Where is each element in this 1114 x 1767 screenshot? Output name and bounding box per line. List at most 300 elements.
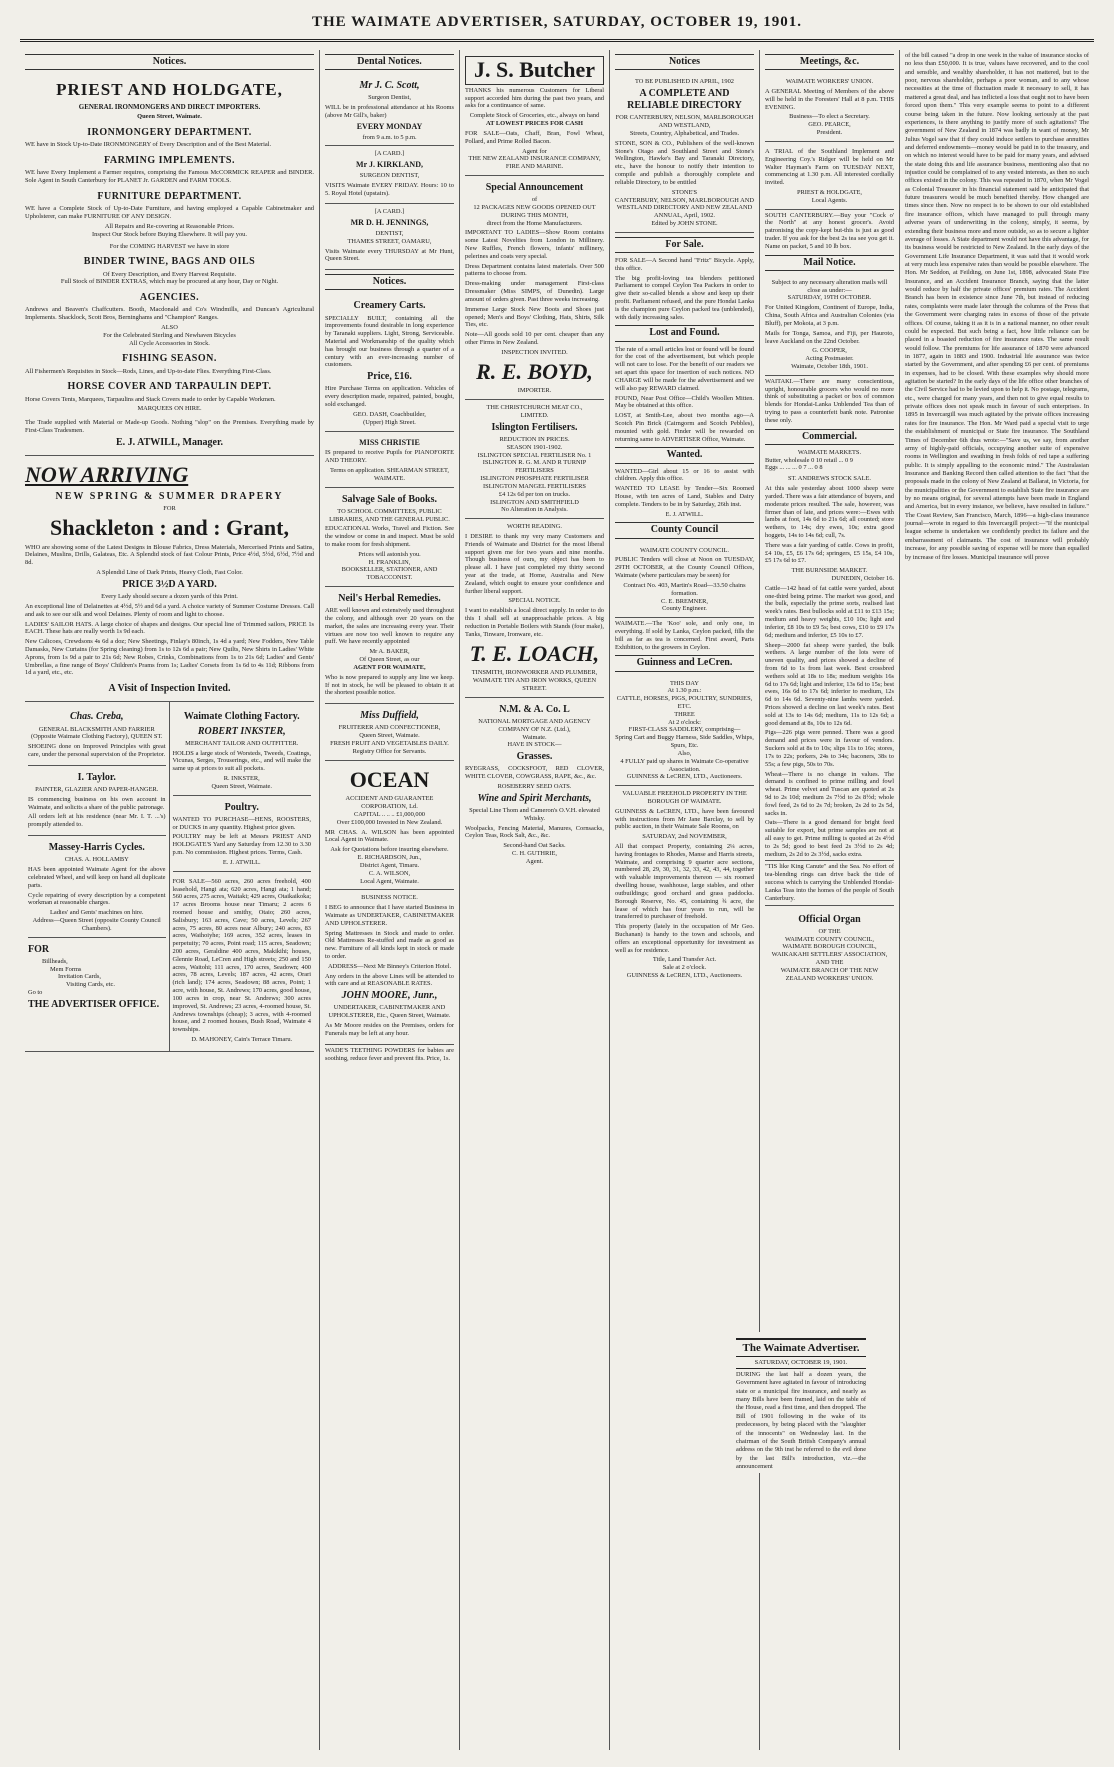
taylor-text-2: All orders left at his residence (near Mr. I. T. ...'s) promptly attended to.: [28, 813, 166, 829]
loach-address: WAIMATE TIN AND IRON WORKS, QUEEN STREET.: [472, 677, 597, 692]
duffield-text-2: Registry Office for Servants.: [352, 747, 427, 755]
christie-text: IS prepared to receive Pupils for PIANOFORTE AND THEORY.: [325, 449, 454, 465]
worth-text: I DESIRE to thank my very many Customers and Friends of Waimate and District for the most liberal support given me for two years and nine months. Though business of ours, my object has been to please all. I have just completed my thirty second year at the trade, at Home, Australia and New Zealand, which ought to ensure your confidence and further liberal support.: [465, 532, 604, 595]
guthrie-name: C. H. GUTHRIE,: [512, 850, 557, 858]
holl-address: Address—Queen Street (opposite County Council Chambers).: [32, 916, 161, 932]
ocean-sub: ACCIDENT AND GUARANTEE CORPORATION, Ld.: [345, 795, 434, 811]
go-to: Go to: [28, 989, 43, 997]
moore-text: As Mr Moore resides on the Premises, orders for Funerals may be left at any hour.: [325, 1022, 454, 1037]
loach-title: T. E. LOACH,: [469, 640, 600, 666]
sailor-hats: LADIES' SAILOR HATS. A large choice of shapes and designs. Our special line of Trimmed sailors, PRICE 1s EACH. These hats are really worth 1s 9d each.: [25, 620, 314, 636]
butcher-text: THANKS his numerous Customers for Liberal support accorded him during the past two years, and asks for a continuance of same.: [465, 86, 604, 110]
shackleton-title: Shackleton : and : Grant,: [50, 514, 289, 540]
bremner-name: C. E. BREMNER,: [660, 597, 709, 605]
duffield-text: FRESH FRUIT AND VEGETABLES DAILY.: [330, 739, 449, 747]
jennings-title: MR D. H. JENNINGS,: [350, 218, 429, 228]
county-text: PUBLIC Tenders will close at Noon on TUESDAY, 29TH OCTOBER, at the County Council Offices, Waimate (where particulars may be seen) for: [615, 556, 754, 580]
wine-text: Special Line Thom and Cameron's O.V.H. elevated Whisky.: [469, 807, 600, 822]
cooper-name: G. COOPER,: [812, 347, 847, 355]
directory-sub: FOR CANTERBURY, NELSON, MARLBOROUGH AND WESTLAND,: [615, 114, 754, 130]
smithfield: ISLINGTON AND SMITHFIELD: [490, 498, 579, 506]
mail-date: SATURDAY, 19TH OCTOBER.: [787, 294, 872, 302]
advertiser-office: THE ADVERTISER OFFICE.: [28, 998, 160, 1010]
freehold-ad: [615, 786, 754, 984]
jennings-address: THAMES STREET, OAMARU,: [347, 237, 432, 245]
baker-text: Who is now prepared to supply any line we keep. If not in stock, he will be pleased to obtain it at the shortest possible notice.: [325, 673, 454, 697]
boyd-title: R. E. BOYD,: [476, 358, 593, 384]
agencies-dept: AGENCIES.: [139, 292, 200, 304]
page-columns: [20, 50, 1094, 1750]
visiting-cards: Visiting Cards, etc.: [66, 981, 115, 989]
taylor-text: IS commencing business on his own account in Waimate, and solicits a share of the public patronage.: [28, 795, 166, 811]
county-ad: [615, 543, 754, 619]
business-text: I BEG to announce that I have started Business in Waimate as UNDERTAKER, CABINETMAKER AND UPHOLSTERER.: [325, 904, 454, 927]
wine-text-2: Woolpacks, Fencing Material, Manures, Cornsacks, Ceylon Teas, Rock Salt, &c., &c.: [465, 824, 604, 840]
shack-text-2: A Splendid Line of Dark Prints, Heavy Cloth, Fast Color.: [96, 569, 243, 577]
franklin-name: H. FRANKLIN,: [368, 558, 411, 566]
found-text: FOUND, Near Post Office—Child's Woollen Mitten. May be obtained at this office.: [615, 394, 754, 410]
islington-sub: REDUCTION IN PRICES.: [499, 436, 570, 444]
union-title: WAIMATE WORKERS' UNION.: [785, 78, 874, 86]
guinness-heading: Guinness and LeCren.: [615, 655, 754, 671]
shack-text: WHO are showing some of the Latest Designs in Blouse Fabrics, Dress Materials, Mercerised Prints and Satins, Delaines, Muslins, Drills, Galateas, Etc. A Splendid stock of fast Colour Prints, Price 4½d, 5½d, 6½d, 7½d and 8d.: [25, 543, 314, 567]
inkster-name: R. INKSTER,: [223, 775, 260, 783]
neil-title: Neil's Herbal Remedies.: [338, 593, 441, 604]
special-text-2: direct from the Home Manufacturers.: [486, 219, 583, 227]
official-organ-ad: [765, 908, 894, 987]
meat-limited: LIMITED.: [520, 412, 549, 420]
hollamby: CHAS. A. HOLLAMBY: [64, 856, 129, 864]
guinness-name: GUINNESS & LeCREN, LTD., Auctioneers.: [626, 773, 743, 781]
mahoney-sale-ad: [173, 872, 312, 1048]
organ-title: Official Organ: [798, 913, 861, 925]
stones-label: STONE'S: [671, 188, 698, 196]
iron-dept: IRONMONGERY DEPARTMENT.: [87, 127, 252, 139]
valuable-text-3: This property (lately in the occupation of Mr Geo. Buchanan) is handy to the town and schools, and offers an exceptional opportunity for investment as well as for residence.: [615, 923, 754, 954]
special-text-7: Note—All goods sold 10 per cent. cheaper than any other Firms in New Zealand.: [465, 331, 604, 346]
inspection-invited-3: INSPECTION INVITED.: [501, 348, 568, 356]
c1-right: [170, 702, 315, 1050]
wine-title: Wine and Spirit Merchants,: [477, 792, 592, 804]
stock-title: ST. ANDREWS STOCK SALE.: [787, 475, 872, 483]
valuable-text-2: All that compact Property, containing 2¼ acres, having frontages to Rhodes, Manse and Harris streets, Waimate, and comprising 9 quarter acre sections, numbered 28, 29, 30, 31, 32, 33, 42, 43, 44, together with valuable improvements thereon — six roomed dwelling house, washhouse, large stables, and other outbuildings; good orchard and grass paddocks. Borough Reserve, No. 45, containing ¾ acre, the lease of which has four years to run, will be transferred to purchaser of freehold.: [615, 843, 754, 921]
horse-dept: HORSE COVER AND TARPAULIN DEPT.: [67, 381, 272, 393]
grasses-text: RYEGRASS, COCKSFOOT, RED CLOVER, WHITE CLOVER, COWGRASS, RAPE, &c., &c.: [465, 765, 604, 781]
c1-left: [25, 702, 170, 1050]
burnside-text-2: Sheep—2000 fat sheep were yarded, the bulk wethers. A large number of the lots were of uneven quality, and prices showed a decline of from 6d to 1s from last week. Best crossbred wethers sold at 18s to 18s; medium weights 16s 6d to 17s 6d; light and inferior, 13s 6d to 15s; best ewes, 16s 6d to 17s 6d; inferior to medium, 12s 6d to 14s 6d. Seventy-nine lambs were yarded. Prices showed a decline on last week's rates. Best sold at 13s to 14s 6d; medium, 11s to 12s 6d; a good demand at 8s, 10s to 12s 6d.: [765, 641, 894, 727]
salvage-text-2: Prices will astonish you.: [358, 550, 421, 558]
neil-ad: [325, 587, 454, 704]
taylor-sub: PAINTER, GLAZIER AND PAPER-HANGER.: [35, 786, 159, 794]
ocean-ad: [325, 761, 454, 891]
directory-text: Streets, Country, Alphabetical, and Trades.: [629, 130, 740, 137]
valuable-date: SATURDAY, 2nd NOVEMBER,: [642, 833, 727, 841]
for-sale-heading: For Sale.: [615, 237, 754, 253]
christie-ad: [325, 432, 454, 488]
iron-text: WE have in Stock Up-to-Date IRONMONGERY of Every Description and of the Best Material.: [25, 141, 272, 149]
salvage-ad: [325, 488, 454, 588]
and-the: AND THE: [815, 958, 844, 966]
fishing-dept: FISHING SEASON.: [122, 353, 217, 365]
union-ad: [765, 74, 894, 142]
moore-ad: [325, 890, 454, 1044]
organ-3: WAIKAKAHI SETTLERS' ASSOCIATION,: [771, 951, 888, 959]
taylor-title: I. Taylor.: [77, 771, 116, 783]
wanted-name: E. J. ATWILL.: [665, 510, 704, 518]
taylor-ad: [28, 766, 166, 836]
binder-text-2: Full Stock of BINDER EXTRAS, which may be procured at any hour, Day or Night.: [60, 278, 279, 286]
burnside-text-3: Pigs—226 pigs were penned. There was a good demand and prices were in favour of vendors. Suckers sold at 8s to 10s; slips 11s to 16s; stores, 17s to 22s; porkers, 24s to 34s; baconers, 38s to 55s; a few pigs, 50s to 70s.: [765, 729, 894, 768]
county-heading: County Council: [615, 522, 754, 538]
special-text-6: Immense Large Stock New Boots and Shoes just opened; Men's and Boys' Clothing, Hats, Shirts, Silk Ties, etc.: [465, 305, 604, 329]
fishing-text: All Fishermen's Requisites in Stock—Rods, Lines, and Up-to-date Flies. Everything First-Class.: [25, 367, 272, 375]
directory-title: A COMPLETE AND RELIABLE DIRECTORY: [627, 88, 742, 112]
special-notice: SPECIAL NOTICE.: [508, 597, 561, 605]
meetings-heading: Meetings, &c.: [765, 54, 894, 70]
also-text-2: All Cycle Accessories in Stock.: [129, 339, 210, 347]
trial-text: A TRIAL of the Southland Implement and Engineering Coy.'s Ridger will be held on Mr Walter Hayman's Farm on TUESDAY NEXT, commencing at 1.30 p.m. All interested cordially invited.: [765, 147, 894, 187]
duffield-address: Queen Street, Waimate.: [359, 732, 420, 740]
kirkland-text: VISITS Waimate EVERY FRIDAY. Hours: 10 to 5. Royal Hotel (upstairs).: [325, 181, 454, 197]
dash-name: GEO. DASH, Coachbuilder,: [353, 410, 426, 418]
commercial-heading: Commercial.: [765, 429, 894, 445]
scott-hours: from 9 a.m. to 5 p.m.: [362, 133, 417, 141]
binder-text: Of Every Description, and Every Harvest Requisite.: [102, 270, 237, 278]
title-act: Title, Land Transfer Act.: [652, 956, 717, 964]
at-130: At 1.30 p.m.:: [667, 687, 702, 695]
creamery-text: SPECIALLY BUILT, containing all the improvements found desirable in long experience by Taranaki suppliers. Light, Strong, Serviceable. Material and Workmanship of the quality which has brought our business through a quarter of a century with an ever-increasing number of customers.: [325, 314, 454, 369]
column-4: [610, 50, 760, 1750]
duffield-title: Miss Duffield,: [360, 710, 419, 722]
mahoney-name: D. MAHONEY, Cain's Terrace Timaru.: [191, 1035, 293, 1043]
column-5: [760, 50, 900, 1750]
mem-forms: Mem Forms: [50, 965, 82, 973]
of-the: OF THE: [818, 927, 841, 935]
ocean-title: OCEAN: [349, 766, 430, 792]
creamery-text-2: Hire Purchase Terms on application. Vehicles of every description made, repaired, painted, bought, sold exchanged.: [325, 385, 454, 409]
markets-title: WAIMATE MARKETS.: [797, 448, 862, 456]
edited-by: Edited by JOHN STONE.: [651, 219, 718, 227]
county-text-2: Contract No. 403, Martin's Road—33.50 chains formation.: [623, 581, 746, 597]
special-notice-text: I want to establish a local direct supply. In order to do this I shall sell at unapproachable prices. A big reduction in Portable Boilers with Stands (four make), Tanks, Tinware, Ironware, etc.: [465, 607, 604, 638]
scott-ad: [325, 74, 454, 146]
ocean-text: Over £100,000 Invested in New Zealand.: [336, 818, 443, 826]
mail-text-3: Mails for Tonga, Samoa, and Fiji, per Hauroto, leave Auckland on the 22nd October.: [765, 329, 894, 345]
card-label-2: [A CARD.]: [374, 208, 405, 216]
horse-text: Horse Covers Tents, Marquees, Tarpaulins and Stack Covers made to order by Capable Workmen.: [25, 395, 276, 403]
poultry-name: E. J. ATWILL.: [222, 858, 261, 866]
nma-title: N.M. & A. Co. L: [499, 703, 570, 715]
massey-ad: [28, 836, 166, 938]
stock-text: At this sale yesterday about 1000 sheep were yarded. There was a fair attendance of buyers, and moderate prices resulted. The sale, however, was firmer than of late, and prices were:—Ewes with lambs at foot, 14s 6d to 21s 6d; all counted; store wethers, to 14s; dry ewes, 10s; extra good hoggets, 14s to 14s 6d; cull, 7s.: [765, 485, 894, 539]
special-text-5: Dress-making under management First-class Dressmaker (Miss SIMPS, of Dunedin). Large amount of orders given. Past three weeks increasing.: [465, 280, 604, 303]
lost-found-heading: Lost and Found.: [615, 325, 754, 341]
duffield-ad: [325, 704, 454, 760]
printing-ad: [28, 938, 166, 1017]
holl-text-2: Cycle repairing of every description by a competent workman at reasonable charges.: [28, 891, 166, 907]
have-in-stock: HAVE IN STOCK—: [507, 741, 562, 749]
richardson-name: E. RICHARDSON, Jun.,: [357, 854, 422, 862]
creba-title: Chas. Creba,: [69, 711, 124, 723]
isl-text-1: ISLINGTON SPECIAL FERTILISER No. 1: [477, 451, 592, 459]
wilson-sub: Local Agent, Waimate.: [360, 877, 419, 885]
burnside-text-5: Oats—There is a good demand for bright feed suitable for export, but prime samples are not at all easy to get. Prime milling is quoted at 2s 4½d to 2s 5d; good to best feed 2s 3½d to 2s 4d; medium, 2s 2d to 2s 3½d, sacks extra.: [765, 819, 894, 858]
advertiser-title: The Waimate Advertiser.: [736, 1338, 866, 1357]
editorial-lead: DURING the last half a dozen years, the Government have agitated in favour of introducing state or a municipal fire insurance, and nearly as many Bills have been framed, laid on the table of the House, read a first time, and then dropped. The Bill of 1901 following in the wake of its predecessors, by being placed with the "slaughter of the innocents" on Wednesday last. In the chairman of the South British Company's annual address on the 9th inst he referred to the evil done by the last Bill's introduction, viz.—the announcement: [736, 1371, 866, 1470]
dash-address: (Upper) High Street.: [363, 418, 416, 426]
furn-text: WE have a Complete Stock of Up-to-Date Furniture, and having employed a Capable Cabinetmaker and Upholsterer, can make FURNITURE OF ANY DESIGN.: [25, 205, 314, 221]
furn-text-3: Inspect Our Stock before Buying Elsewhere. It will pay you.: [92, 230, 247, 238]
salvage-text: EDUCATIONAL Works, Travel and Fiction. See the window or come in and inspect. Must be sold to make room for fresh shipment.: [325, 525, 454, 548]
kirkland-title: Mr J. KIRKLAND,: [356, 160, 423, 170]
poultry-text-2: POULTRY may be left at Messrs PRIEST AND HOLDGATE'S Yard any Saturday from 12.30 to 3.30 p.m. No commission. Highest prices. Terms, Cash.: [172, 833, 311, 857]
stock-text-2: There was a fair yarding of cattle. Cows in profit, £4 10s, £5, £6 17s 6d; springers, £5 15s, £4 10s, £5 17s 6d to £7.: [765, 541, 894, 565]
wanted-text: WANTED—Girl about 15 or 16 to assist with children. Apply this office.: [615, 467, 754, 483]
now-arriving: NOW ARRIVING: [25, 462, 189, 488]
season-label: SEASON 1901-1902.: [506, 443, 563, 451]
creba-text: SHOEING done on Improved Principles with great care, under the personal supervision of the Proprietor.: [28, 743, 166, 759]
atwill-manager: E. J. ATWILL, Manager.: [116, 436, 223, 448]
directory-ad: [615, 74, 754, 233]
nma-sub: NATIONAL MORTGAGE AND AGENCY COMPANY OF N.Z. (Ltd.),: [478, 717, 591, 733]
saddlery: FIRST-CLASS SADDLERY, comprising—: [628, 726, 741, 734]
meat-co: THE CHRISTCHURCH MEAT CO.,: [486, 404, 583, 412]
editorial-continued: of the bill caused "a drop in one week in the value of insurance stocks of no less than £50,000. It is true, values have recovered, and to the cool and sensible, and wealthy shareholder, it has not mattered, but to the poor, nervous shareholder, perhaps a poor woman, and to any whose necessities at the time of fluctuation made it necessary to sell, it has mattered a great deal, and has inflicted a loss that ought not to have been forced upon them." This very example seems to point to a different course being taken in the future. Now looking seriously at the past experiences, is there anything to justify more of such agitations? The government of New Zealand in 1874 was badly in want of money, Mr Julius Vogel saw that if they could induce settlers to purchase annuities and deferred endowments—money would be paid in to the treasury, and on which no interest would have to be paid for many years, and advised the state doing this and life assurance business, mentioning also that no injustice could be complained of to any vested interests, as then no such offices existed in the colony. This was repeated in 1870, when Mr Vogel as Colonial Treasurer in his financial statement said he anticipated that future treasurers would be much benefited thereby. How changed are times since then. Now no respect is to be shown to our old established fire insurance offices, which have managed to pull through many adverse years of underwriting in the colony, simply, it seems, by extending their business more and more outside, so as to secure a lighter average of losses. A State department would not have this advantage, for its business would be restricted to New Zealand. In the early days of the Government Life Insurance Department, it was said that it would work at very much less expensive rates than would be possible elsewhere. The Hon. Mr Seddon, at Feilding, on June 1st, 1898, advocated State Fire Insurance, and an Accident Insurance Branch, saying that the latter would reduce by half the private offices' premium rates. The Accident Branch has been in existence since June 7th, but instead of reducing rates, complaints were made later through the columns of the Press that the Government were charging rates in excess of those of the private offices. Of course, taking it as it is in a national manner, no other result could be expected. But such being a fact, how little reliance can be placed in a boasted reduction of fire insurance rates. The same result would follow. The premiums for life assurance of 1870 were advanced in 1877, again in 1883 and 1900. Industrial life assurance was twice started by the Government, and after spending £6 per cent. of premiums in expenses, had to be closed. With these examples why should more agitation be started? In the early days of the life office other branches of the Civil Service had to be levied upon to help it. No postage, telegrams, etc., were charged for many years, and then not to give equal results to private offices does not speak much in favour of such enterprises. In 1895 in Invercargill was much agitated by the private offices increasing rates for fire insurance. The Hon. Mr Ward paid a special visit to urge the establishment of municipal or State fire insurance. The Southland Times of December 6th thus wrote:—"Save us, we say, from another army of highly-paid officials, occupying another suite of expensive rooms in Wellington and swathing in fresh folds of red tape a suffering public. It is simply appalling to the economic mind." The Australasian Insurance and Banking Record then called attention to the fact "that the proposals made in the colony of New Zealand at Ballarat, in Victoria, for the municipalities or the Government to establish State fire insurance are by no means original, for several attempts have been made in England and America, but in every instance, we believe, have resulted in failure." The Coast Review, San Francisco, March, 1896—a high-class insurance journal—wrote in regard to this Invercargill project:—"If the municipal league scheme is undertaken we confidently predict its failure and the embarrassment of claimants. The cost of insurance will probably increase, for any possible saving of expense will be more than equalled by increase of fire losses. Municipal insurance will prove: [905, 52, 1089, 561]
special-text-4: Dress Department contains latest materials. Over 500 patterns to choose from.: [465, 262, 604, 278]
salvage-sub: TO SCHOOL COMMITTEES, PUBLIC LIBRARIES, AND THE GENERAL PUBLIC.: [329, 507, 450, 523]
duffield-sub: FRUITERER AND CONFECTIONER,: [338, 724, 441, 732]
scott-monday: EVERY MONDAY: [356, 121, 423, 131]
isl-text-3: ISLINGTON PHOSPHATE FERTILISER: [480, 475, 589, 483]
nma-ad: [465, 698, 604, 870]
shack-text-4: New Calicoes, Crewdsons 4s 6d a doz; New Sheetings, Finlay's 80inch, 1s 4d a yard; New Fodders, New Table Damasks, New Curtains (for Spring cleaning) from 1s to 12s 6d a pair; New Quilts, New Shirts in Ladies' White Aprons, from 1s 9d a pair to 21s 6d; New Robes, Crinks, Combinations from 1s to 21s 6d; Ladies' and Gents' Umbrellas, a fine range of Boys' Children's Prams from 1s; Ladies' Corsets from 1s 6d to 4s 11d; Ribbons from 1d a yard, etc., etc.: [25, 638, 314, 677]
holl-text: HAS been appointed Waimate Agent for the above celebrated Wheel, and will keep on hand all duplicate parts.: [28, 866, 166, 889]
lost-text-2: LOST, at Smith-Lee, about two months ago—A Scotch Pin Brick (Cairngorm and Scotch Pebbles), mounted with gold. Finder will be rewarded on returning same to ADVERTISER Office, Waimate.: [615, 412, 754, 443]
lowest-prices: AT LOWEST PRICES FOR CASH: [486, 120, 583, 128]
union-text: A GENERAL Meeting of Members of the above will be held in the Foresters' Hall at 8 p.m. THIS EVENING.: [765, 88, 894, 111]
inkster-sub: MERCHANT TAILOR AND OUTFITTER.: [185, 739, 299, 747]
organ-2: WAIMATE BOROUGH COUNCIL,: [782, 943, 877, 951]
bremner-sub: County Engineer.: [662, 605, 707, 613]
holl-text-3: Ladies' and Gents' machines on hire.: [49, 909, 144, 917]
billheads: Billheads,: [42, 957, 68, 965]
mahoney-text: FOR SALE—560 acres, 260 acres freehold, 400 leasehold, Hangi ata; 620 acres, Hangi ata; 1 hand; 560 acres, 275 acres, Waitaki; 429 acres, Otaikaikoka; 17 acres Brooms house near Timaru; 2 acres 6 roomed house and smithy, Otaio; 260 acres, Salisbury; 163 acres, Cave; 50 acres, Levels; 267 acres, 75 acres, 80 acres near Albury; 240 acres, 83 acres, Waihoiyhe; 169 acres, 352 acres, leases in perpetuity; 70 acres, Point road; 115 acres, Seadown; 200 acres, Geraldine 400 acres, Makikihi; houses, Glennie Road, LeCren and High streets; 250 and 150 acres, Waitohi; 111 acres, 170 acres, Seadown; 400 acres, 78 acres, Levels; 187 acres, 42 acres, Orari (rich land); 174 acres, Seadown; 88 acres, Point; 1 acre, with house, St. Andrews; 170 acres, good house, 100 acres in crop, near St. Andrews; 300 acres improved, St. Andrews; 23 acres, 4-roomed house, St. Andrews townships (cheap); 3 acres, with 4-roomed house, and 2 roomed houses, Bush Road, Waimate 4 townships.: [172, 877, 311, 1034]
jennings-ad: [325, 204, 454, 270]
trial-ad: [765, 142, 894, 210]
business-text-4: Any orders in the above Lines will be attended to with care and at REASONABLE RATES.: [325, 972, 454, 988]
priest-address: Queen Street, Waimate.: [137, 113, 202, 121]
editorial-date: SATURDAY, OCTOBER 19, 1901.: [736, 1359, 866, 1369]
inkster-text: HOLDS a large stock of Worsteds, Tweeds, Coatings, Vicunas, Serges, Trouserings, etc., and will make the same up at prices to suit all pockets.: [172, 749, 311, 773]
sale-at-2: Sale at 2 o'clock.: [662, 964, 707, 972]
agent-for-waimate: AGENT FOR WAIMATE,: [353, 663, 426, 671]
post-date: Waimate, October 18th, 1901.: [791, 362, 868, 370]
kirkland-ad: [325, 146, 454, 204]
butter-price: Butter, wholesale 0 10 retail ... 0 9: [765, 456, 853, 464]
neil-text: ARE well known and extensively used throughout the colony, and although over 20 years on the market, the sales are increasing every year. Their virtues are now too well known to require any puff. We have recently appointed: [325, 607, 454, 646]
franklin-address: BOOKSELLER, STATIONER, AND TOBACCONIST.: [341, 566, 438, 582]
valuable-text: GUINNESS & LeCREN, LTD., have been favoured with instructions from Mr Jane Barclay, to sell by public auction, in their Waimate Sale Rooms, on: [615, 807, 754, 831]
organ-1: WAIMATE COUNTY COUNCIL,: [784, 935, 875, 943]
poultry-title: Poultry.: [224, 801, 259, 813]
teething-powders: WADE'S TEETHING POWDERS for babies are soothing, reduce fever and prevent fits. Price, 1s.: [325, 1046, 454, 1062]
notices-heading: Notices.: [25, 54, 314, 70]
priest-title: PRIEST AND HOLDGATE,: [56, 80, 283, 100]
farm-dept: FARMING IMPLEMENTS.: [104, 155, 235, 167]
cooper-sub: Acting Postmaster.: [805, 355, 854, 363]
inspection-invited: A Visit of Inspection Invited.: [108, 683, 231, 695]
binder-dept: BINDER TWINE, BAGS AND OILS: [83, 256, 256, 268]
creamery-price: Price, £16.: [367, 371, 412, 383]
kirkland-sub: SURGEON DENTIST,: [359, 171, 420, 179]
mail-heading: Mail Notice.: [765, 255, 894, 271]
mail-text-2: For United Kingdom, Continent of Europe, India, China, South Africa and Australian Colonies (via Bluff), per Mokoia, at 3 p.m.: [765, 304, 894, 327]
butcher-ad: [465, 50, 604, 176]
king-canute-text: "TIS like King Canute" and the Sea. No effort of tea-blending rings can drive back the tide of success which is carrying the Unblended Hondai-Lanka Teas into the homes of the people of South Canterbury.: [765, 860, 894, 905]
scott-title: Mr J. C. Scott,: [359, 80, 420, 92]
guinness-ad: [615, 676, 754, 787]
at-2: At 2 o'clock:: [668, 718, 701, 726]
isl-text-4: ISLINGTON MANGEL FERTILISERS: [483, 482, 586, 490]
wine-text-3: Second-hand Oat Sacks.: [503, 842, 566, 850]
inkster-title: ROBERT INKSTER,: [197, 725, 286, 737]
jennings-sub: DENTIST,: [375, 229, 404, 237]
pub-date: TO BE PUBLISHED IN APRIL, 1902: [635, 78, 734, 86]
county-council: WAIMATE COUNTY COUNCIL.: [639, 546, 730, 554]
shares-text: 4 FULLY paid up shares in Waimate Co-operative Association.: [620, 757, 749, 773]
column-3: [460, 50, 610, 1750]
isl-text-2: ISLINGTON R. G. M. AND R TURNIP FERTILISERS: [482, 459, 587, 475]
islington-title: Islington Fertilisers.: [491, 421, 578, 433]
christie-text-2: Terms on application. SHEARMAN STREET, WAIMATE.: [329, 466, 450, 482]
clothing-factory-ad: [173, 705, 312, 795]
shack-text-3: An exceptional line of Delainettes at 4½d, 5½ and 6d a yard. A choice variety of Summer Costume Dresses. Call and ask to see our silk and wool Delaines. Plenty of room and light to choose.: [25, 602, 314, 618]
c2-notices-heading: Notices.: [325, 274, 454, 290]
price-text: Every Lady should secure a dozen yards of this Print.: [101, 593, 238, 601]
harvest-text: For the COMING HARVEST we have in store: [109, 242, 230, 250]
priest-subtitle: GENERAL IRONMONGERS AND DIRECT IMPORTERS.: [78, 102, 261, 111]
wanted-heading: Wanted.: [615, 447, 754, 463]
boyd-ad: [465, 176, 604, 400]
christie-title: MISS CHRISTIE: [359, 437, 420, 447]
massey-title: Massey-Harris Cycles.: [48, 842, 145, 854]
burnside-date: DUNEDIN, October 16.: [831, 575, 894, 582]
ocean-text-2: MR CHAS. A. WILSON has been appointed Local Agent in Waimate.: [325, 828, 454, 844]
loach-sub: TINSMITH, IRONWORKER AND PLUMBER,: [471, 669, 598, 677]
editorial-lead-block: [731, 1332, 871, 1473]
invitation-cards: Invitation Cards,: [58, 973, 101, 981]
for-sale-text-2: The big profit-loving tea blenders petitioned Parliament to compel Ceylon Tea Packers in order to give their so-called blends a show and keep up their profit. Parliament refused, and the pure Hondai Lanka is the champion pure Ceylon packed tea (unblended), with daily increasing sales.: [615, 274, 754, 321]
creba-address: (Opposite Waimate Clothing Factory), QUEEN ST.: [31, 733, 163, 741]
nz-insurance: THE NEW ZEALAND INSURANCE COMPANY, FIRE AND MARINE.: [468, 155, 601, 171]
mail-text: Subject to any necessary alteration mails will close as under:—: [771, 278, 888, 294]
special-text: 12 PACKAGES NEW GOODS OPENED OUT DURING THIS MONTH,: [473, 203, 596, 219]
salvage-title: Salvage Sale of Books.: [341, 493, 437, 505]
wanted-text-2: WANTED TO LEASE by Tender—Six Roomed House, with ten acres of Land, Stables and Dairy complete. Tenders to be in by Saturday, 26th inst.: [615, 485, 754, 508]
for-sale-text: FOR SALE—A Second hand "Fritz" Bicycle. Apply, this office.: [615, 256, 754, 272]
agent-for: Agent for: [522, 147, 547, 155]
column-1: [20, 50, 320, 1750]
grasses-title: Grasses.: [516, 751, 553, 763]
also-c4: Also,: [677, 749, 692, 757]
column-6: [900, 50, 1094, 1750]
column-2: [320, 50, 460, 1750]
richardson-sub: District Agent, Timaru.: [359, 861, 420, 869]
business-text-2: Spring Mattresses in Stock and made to order. Old Mattresses Re-stuffed and made as good as new. Furniture of all kinds kept in stock or made to order.: [325, 929, 454, 961]
dental-heading: Dental Notices.: [325, 54, 454, 70]
smithfield-text: No Alteration in Analysis.: [501, 506, 568, 514]
valuable-title: VALUABLE FREEHOLD PROPERTY IN THE BOROUGH OF WAIMATE.: [622, 790, 747, 805]
also-text: For the Celebrated Sterling and Newhaven Bicycles: [103, 331, 236, 339]
worth-reading: WORTH READING.: [507, 523, 562, 531]
waitaki-text: WAITAKI.—There are many conscientious, upright, honourable grocers who would no more think of substituting a packet or box of common blends for Hondai-Lanka Unblended Tea than of trying to pass a counterfeit bank note. Patronise these only.: [765, 377, 894, 424]
agencies-text: Andrews and Beaven's Chaffcutters. Booth, Macdonald and Co's Windmills, and Duncan's Agricultural Implements. Shacklock, Scott Bros, Berninghams and "Champion" Ranges.: [25, 306, 314, 322]
union-text-2: Business—To elect a Secretary.: [789, 113, 870, 121]
priest-holdgate-ad: [25, 74, 314, 456]
importer-label: IMPORTER.: [517, 387, 552, 395]
ph-sub: Local Agents.: [811, 196, 848, 204]
pearce-name: GEO. PEARCE,: [808, 121, 851, 129]
for-label: FOR: [163, 505, 176, 513]
trade-text: The Trade supplied with Material or Made-up Goods. Nothing "slop" on the Premises. Everything made by First-Class Tradesmen.: [25, 419, 314, 435]
special-announcement: Special Announcement: [485, 181, 584, 193]
poultry-ad: [173, 796, 312, 872]
c1-split: [25, 702, 314, 1051]
three-label: THREE: [674, 710, 695, 718]
furn-text-2: All Repairs and Re-covering at Reasonable Prices.: [104, 222, 235, 230]
tea-text: WAIMATE.—The 'Koo' sole, and only one, in everything. If sold by Lanka, Ceylon packed, fills the bill as far as tea is concerned. First award, Paris Exhibition, to the growers in Ceylon.: [615, 620, 754, 651]
scott-text: WILL be in professional attendance at his Rooms (above Mr Gill's, baker): [325, 104, 454, 119]
wilson-name: C. A. WILSON,: [368, 869, 411, 877]
price-yard: PRICE 3½D A YARD.: [122, 578, 217, 590]
clothing-title: Waimate Clothing Factory.: [183, 711, 300, 723]
print-for: FOR: [28, 943, 50, 955]
eggs-price: Eggs ... ... ... 0 7 ... 0 8: [765, 464, 823, 472]
nma-address: Waimate.: [522, 733, 547, 741]
shackleton-grant-ad: [25, 456, 314, 702]
butcher-text-2: Complete Stock of Groceries, etc., always on hand: [469, 112, 600, 120]
loach-ad: [465, 519, 604, 698]
valuable-name: GUINNESS & LeCREN, LTD., Auctioneers.: [626, 972, 743, 979]
stones-text: CANTERBURY, NELSON, MARLBOROUGH AND WESTLAND DIRECTORY AND NEW ZEALAND ANNUAL, April, 1902.: [615, 196, 754, 220]
ocean-capital: CAPITAL .. .. .. £1,000,000: [354, 811, 425, 819]
farm-text: WE have Every Implement a Farmer requires, comprising the Famous McCORMICK REAPER and BINDER. Sole Agent in South Canterbury for PLANET Jr. GARDEN and FARM TOOLS.: [25, 169, 314, 185]
inkster-address: Queen Street, Waimate.: [211, 782, 272, 790]
business-text-3: ADDRESS—Next Mr Binney's Criterion Hotel.: [327, 962, 452, 970]
directory-text-2: STONE, SON & CO., Publishers of the well-known Stone's Otago and Southland Street and Stone's Wellington, Hawke's Bay and Taranaki Directory, etc., have the honour to notify their intention to compile and publish a thoroughly complete and reliable Directory, to be entitled: [615, 139, 754, 186]
scott-sub: Surgeon Dentist,: [368, 94, 411, 102]
spring-drapery: NEW SPRING & SUMMER DRAPERY: [55, 490, 284, 502]
baker-name: Mr A. BAKER,: [369, 648, 410, 656]
roseberry-oats: ROSEBERRY SEED OATS.: [497, 783, 572, 791]
ocean-text-3: Ask for Quotations before insuring elsewhere.: [330, 846, 449, 854]
of-label: of: [531, 196, 538, 204]
lost-text: The rate of a small articles lost or found will be found for the cost of the advertisement, but which people will not care to lose. For the benefit of our readers we set apart this space for insertion of such notices. NO CHARGE will be made for the advertisement and we will also pay REWARD claimed.: [615, 345, 754, 392]
marquees-text: MARQUEES ON HIRE.: [137, 405, 202, 413]
also-label: ALSO: [161, 323, 178, 331]
masthead: THE WAIMATE ADVERTISER, SATURDAY, OCTOBER 19, 1901.: [20, 14, 1094, 42]
organ-4: WAIMATE BRANCH OF THE NEW ZEALAND WORKERS' UNION.: [780, 966, 879, 982]
mail-ad: [765, 275, 894, 376]
creamery-title: Creamery Carts.: [353, 300, 426, 312]
moore-title: JOHN MOORE, Junr.,: [341, 990, 438, 1002]
creamery-ad: [325, 294, 454, 431]
poultry-text: WANTED TO PURCHASE—HENS, ROOSTERS, or DUCKS in any quantity. Highest price given.: [172, 815, 311, 831]
south-canterbury-text: SOUTH CANTERBURY.—Buy your "Cock o' the North" at any honest grocer's. Avoid patronising the copy-kept but-this is just as good trader. If you ask for the best 2s tea see you get it. Name on packet, 5 and 10 lb box.: [765, 211, 894, 250]
burnside-title: THE BURNSIDE MARKET.: [791, 567, 868, 575]
special-text-3: IMPORTANT TO LADIES—Show Room contains some Latest Novelties from London in Millinery. New Ruffles, French flowers, infants' millinery, pelerines and coats very special.: [465, 229, 604, 260]
isl-text-5: £4 12s 6d per ton on trucks.: [498, 490, 571, 498]
